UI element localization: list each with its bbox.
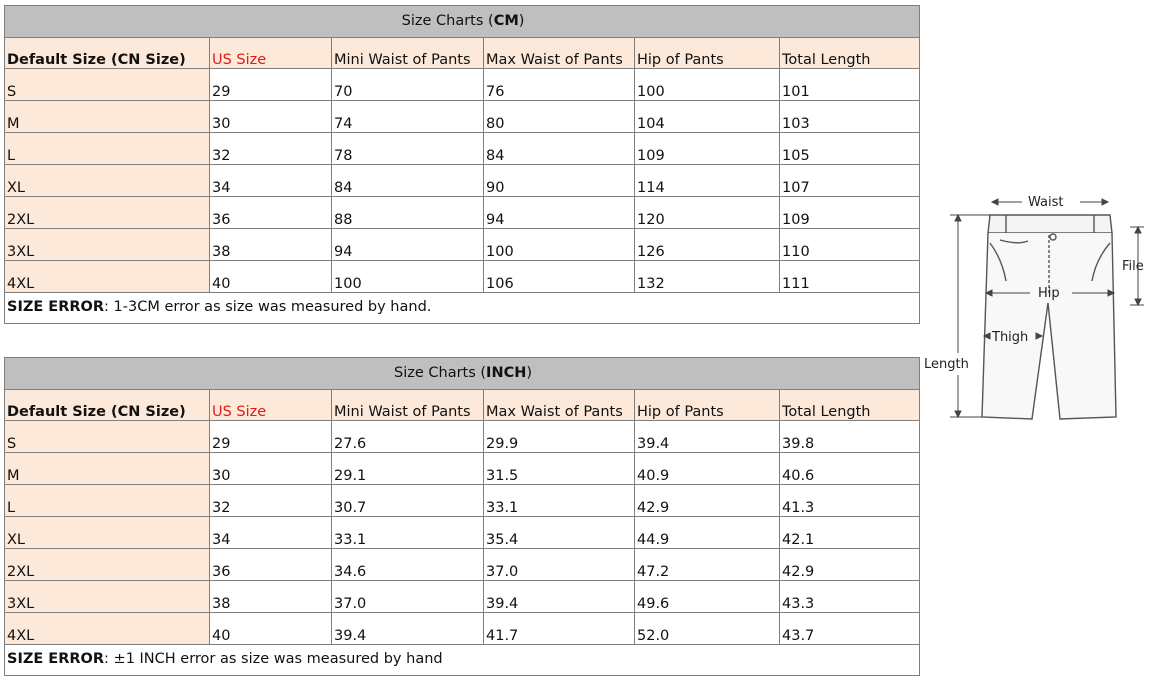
size-error-note: SIZE ERROR: 1-3CM error as size was measured by hand. [5, 293, 920, 324]
cell-mini-waist: 27.6 [332, 421, 484, 453]
cell-max-waist: 90 [484, 165, 635, 197]
cell-max-waist: 100 [484, 229, 635, 261]
cell-cn-size: M [5, 453, 210, 485]
cell-max-waist: 80 [484, 101, 635, 133]
table-row [5, 453, 920, 485]
table-row [5, 197, 920, 229]
table-row [5, 229, 920, 261]
cell-cn-size: M [5, 101, 210, 133]
table-row [5, 549, 920, 581]
cell-hip: 42.9 [635, 485, 780, 517]
size-chart-cm [4, 5, 920, 324]
chart-title: Size Charts (INCH) [5, 358, 920, 390]
cell-cn-size: S [5, 421, 210, 453]
header-hip: Hip of Pants [635, 390, 780, 421]
table-row [5, 613, 920, 645]
header-total-length: Total Length [780, 38, 920, 69]
table-row [5, 261, 920, 293]
cell-mini-waist: 84 [332, 165, 484, 197]
cell-us-size: 34 [210, 517, 332, 549]
cell-us-size: 32 [210, 485, 332, 517]
cell-us-size: 38 [210, 581, 332, 613]
cell-total-length: 107 [780, 165, 920, 197]
cell-cn-size: XL [5, 165, 210, 197]
cell-us-size: 29 [210, 421, 332, 453]
cell-max-waist: 33.1 [484, 485, 635, 517]
cell-cn-size: XL [5, 517, 210, 549]
cell-total-length: 111 [780, 261, 920, 293]
chart-title-row [5, 358, 920, 390]
cell-mini-waist: 30.7 [332, 485, 484, 517]
cell-total-length: 103 [780, 101, 920, 133]
cell-us-size: 29 [210, 69, 332, 101]
cell-cn-size: 4XL [5, 261, 210, 293]
header-max-waist: Max Waist of Pants [484, 390, 635, 421]
cell-total-length: 39.8 [780, 421, 920, 453]
header-cn-size: Default Size (CN Size) [5, 390, 210, 421]
cell-us-size: 32 [210, 133, 332, 165]
header-row [5, 38, 920, 69]
cell-us-size: 34 [210, 165, 332, 197]
cell-total-length: 105 [780, 133, 920, 165]
cell-mini-waist: 37.0 [332, 581, 484, 613]
pants-measurement-diagram [920, 185, 1156, 430]
header-row [5, 390, 920, 421]
cell-cn-size: S [5, 69, 210, 101]
table-row [5, 485, 920, 517]
cell-us-size: 38 [210, 229, 332, 261]
cell-mini-waist: 33.1 [332, 517, 484, 549]
cell-mini-waist: 74 [332, 101, 484, 133]
cell-hip: 49.6 [635, 581, 780, 613]
header-max-waist: Max Waist of Pants [484, 38, 635, 69]
table-row [5, 133, 920, 165]
cell-mini-waist: 78 [332, 133, 484, 165]
cell-hip: 44.9 [635, 517, 780, 549]
cell-us-size: 40 [210, 261, 332, 293]
cell-hip: 120 [635, 197, 780, 229]
file-label: File [1122, 259, 1144, 274]
table-row [5, 581, 920, 613]
table-row [5, 421, 920, 453]
header-mini-waist: Mini Waist of Pants [332, 38, 484, 69]
cell-hip: 39.4 [635, 421, 780, 453]
cell-hip: 52.0 [635, 613, 780, 645]
header-mini-waist: Mini Waist of Pants [332, 390, 484, 421]
cell-us-size: 30 [210, 101, 332, 133]
cell-hip: 104 [635, 101, 780, 133]
cell-max-waist: 39.4 [484, 581, 635, 613]
cell-mini-waist: 94 [332, 229, 484, 261]
cell-total-length: 110 [780, 229, 920, 261]
header-us-size: US Size [210, 390, 332, 421]
waist-label: Waist [1028, 195, 1064, 210]
cell-max-waist: 41.7 [484, 613, 635, 645]
cell-cn-size: 3XL [5, 581, 210, 613]
size-error-row [5, 293, 920, 324]
cell-us-size: 40 [210, 613, 332, 645]
thigh-label: Thigh [992, 330, 1029, 345]
pants-illustration [920, 185, 1156, 430]
cell-hip: 109 [635, 133, 780, 165]
cell-mini-waist: 88 [332, 197, 484, 229]
cell-total-length: 43.7 [780, 613, 920, 645]
cell-max-waist: 35.4 [484, 517, 635, 549]
cell-total-length: 43.3 [780, 581, 920, 613]
header-total-length: Total Length [780, 390, 920, 421]
cell-mini-waist: 39.4 [332, 613, 484, 645]
header-hip: Hip of Pants [635, 38, 780, 69]
cell-us-size: 36 [210, 197, 332, 229]
cell-cn-size: L [5, 485, 210, 517]
cell-cn-size: 2XL [5, 197, 210, 229]
cell-hip: 114 [635, 165, 780, 197]
cell-cn-size: 2XL [5, 549, 210, 581]
cell-hip: 132 [635, 261, 780, 293]
header-cn-size: Default Size (CN Size) [5, 38, 210, 69]
cell-cn-size: L [5, 133, 210, 165]
table-row [5, 165, 920, 197]
cell-cn-size: 4XL [5, 613, 210, 645]
cell-hip: 47.2 [635, 549, 780, 581]
cell-max-waist: 76 [484, 69, 635, 101]
cell-hip: 100 [635, 69, 780, 101]
cell-total-length: 42.1 [780, 517, 920, 549]
size-chart-inch [4, 357, 920, 676]
cell-total-length: 101 [780, 69, 920, 101]
cell-max-waist: 31.5 [484, 453, 635, 485]
cell-total-length: 109 [780, 197, 920, 229]
cell-max-waist: 84 [484, 133, 635, 165]
cell-total-length: 42.9 [780, 549, 920, 581]
table-row [5, 101, 920, 133]
table-row [5, 69, 920, 101]
cell-max-waist: 94 [484, 197, 635, 229]
chart-title-row [5, 6, 920, 38]
cell-cn-size: 3XL [5, 229, 210, 261]
header-us-size: US Size [210, 38, 332, 69]
size-error-note: SIZE ERROR: ±1 INCH error as size was measured by hand [5, 645, 920, 676]
cell-max-waist: 106 [484, 261, 635, 293]
cell-total-length: 40.6 [780, 453, 920, 485]
cell-hip: 126 [635, 229, 780, 261]
cell-mini-waist: 29.1 [332, 453, 484, 485]
cell-us-size: 36 [210, 549, 332, 581]
size-error-row [5, 645, 920, 676]
cell-hip: 40.9 [635, 453, 780, 485]
cell-mini-waist: 34.6 [332, 549, 484, 581]
length-label: Length [924, 357, 969, 372]
cell-us-size: 30 [210, 453, 332, 485]
cell-total-length: 41.3 [780, 485, 920, 517]
cell-mini-waist: 70 [332, 69, 484, 101]
cell-mini-waist: 100 [332, 261, 484, 293]
chart-title: Size Charts (CM) [5, 6, 920, 38]
hip-label: Hip [1038, 286, 1060, 301]
table-row [5, 517, 920, 549]
cell-max-waist: 29.9 [484, 421, 635, 453]
cell-max-waist: 37.0 [484, 549, 635, 581]
